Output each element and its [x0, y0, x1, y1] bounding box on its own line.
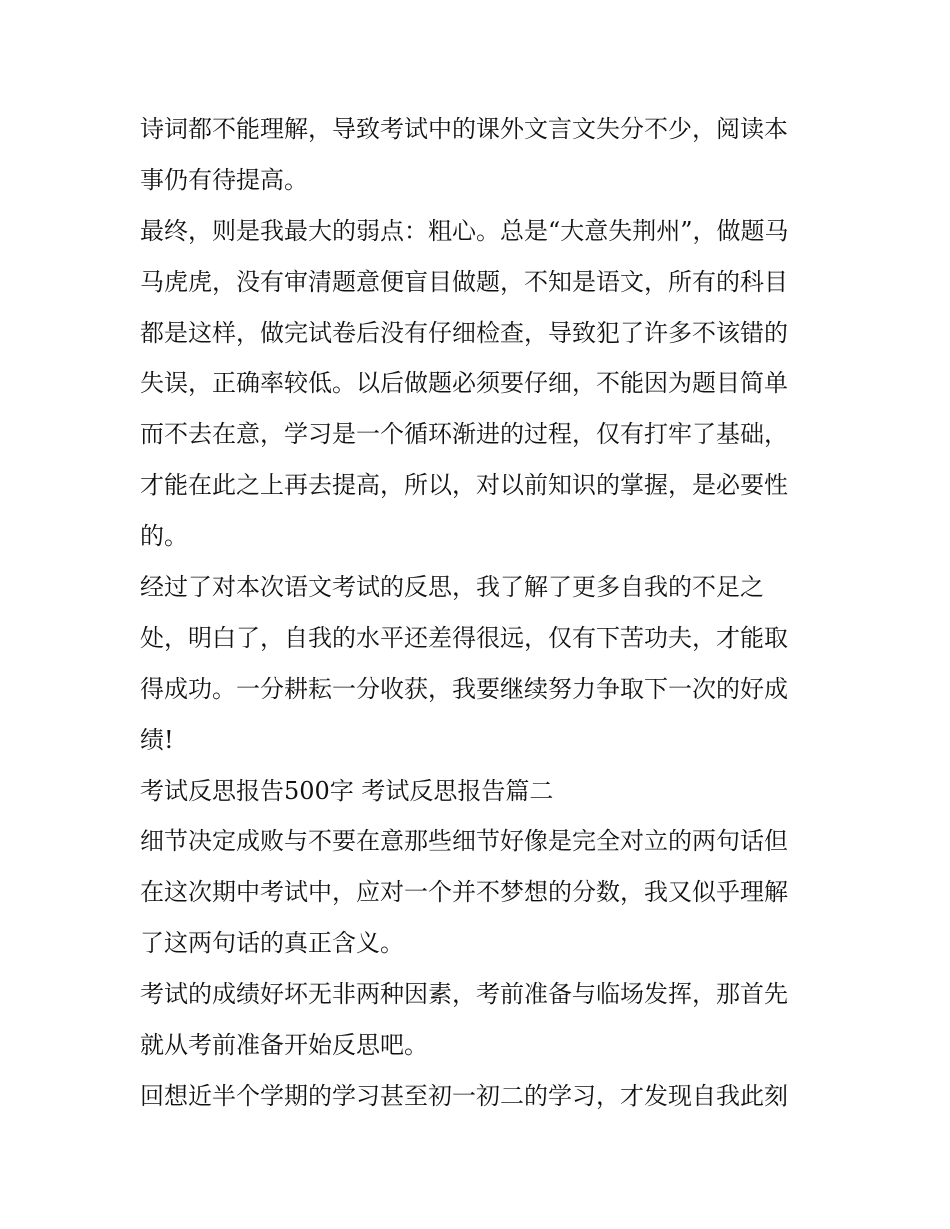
text-line: 的。	[140, 522, 188, 551]
document-body	[140, 104, 820, 1122]
text-line: 失误，正确率较低。以后做题必须要仔细，不能因为题目简单	[140, 369, 788, 398]
text-line: 都是这样，做完试卷后没有仔细检查，导致犯了许多不该错的	[140, 318, 788, 347]
text-line: 马虎虎，没有审清题意便盲目做题，不知是语文，所有的科目	[140, 267, 788, 296]
text-line: 了这两句话的真正含义。	[140, 929, 404, 958]
text-line: 诗词都不能理解，导致考试中的课外文言文失分不少，阅读本	[140, 115, 788, 143]
text-line: 经过了对本次语文考试的反思，我了解了更多自我的不足之	[140, 573, 764, 602]
text-line: 事仍有待提高。	[140, 165, 308, 194]
text-line: 最终，则是我最大的弱点：粗心。总是“大意失荆州”，做题马	[140, 216, 789, 245]
text-line: 处，明白了，自我的水平还差得很远，仅有下苦功夫，才能取	[140, 623, 788, 652]
text-line: 细节决定成败与不要在意那些细节好像是完全对立的两句话但	[140, 827, 788, 856]
text-line: 而不去在意，学习是一个循环渐进的过程，仅有打牢了基础，	[140, 420, 788, 449]
text-line: 就从考前准备开始反思吧。	[140, 1031, 428, 1060]
text-line: 得成功。一分耕耘一分收获，我要继续努力争取下一次的好成	[140, 674, 788, 703]
text-line: 考试的成绩好坏无非两种因素，考前准备与临场发挥，那首先	[140, 980, 788, 1009]
text-line: 在这次期中考试中，应对一个并不梦想的分数，我又似乎理解	[140, 878, 788, 907]
section-heading: 考试反思报告500字 考试反思报告篇二	[140, 776, 554, 805]
text-line: 才能在此之上再去提高，所以，对以前知识的掌握，是必要性	[140, 471, 788, 500]
text-line: 回想近半个学期的学习甚至初一初二的学习，才发现自我此刻	[140, 1081, 788, 1110]
text-line: 绩!	[140, 725, 174, 754]
